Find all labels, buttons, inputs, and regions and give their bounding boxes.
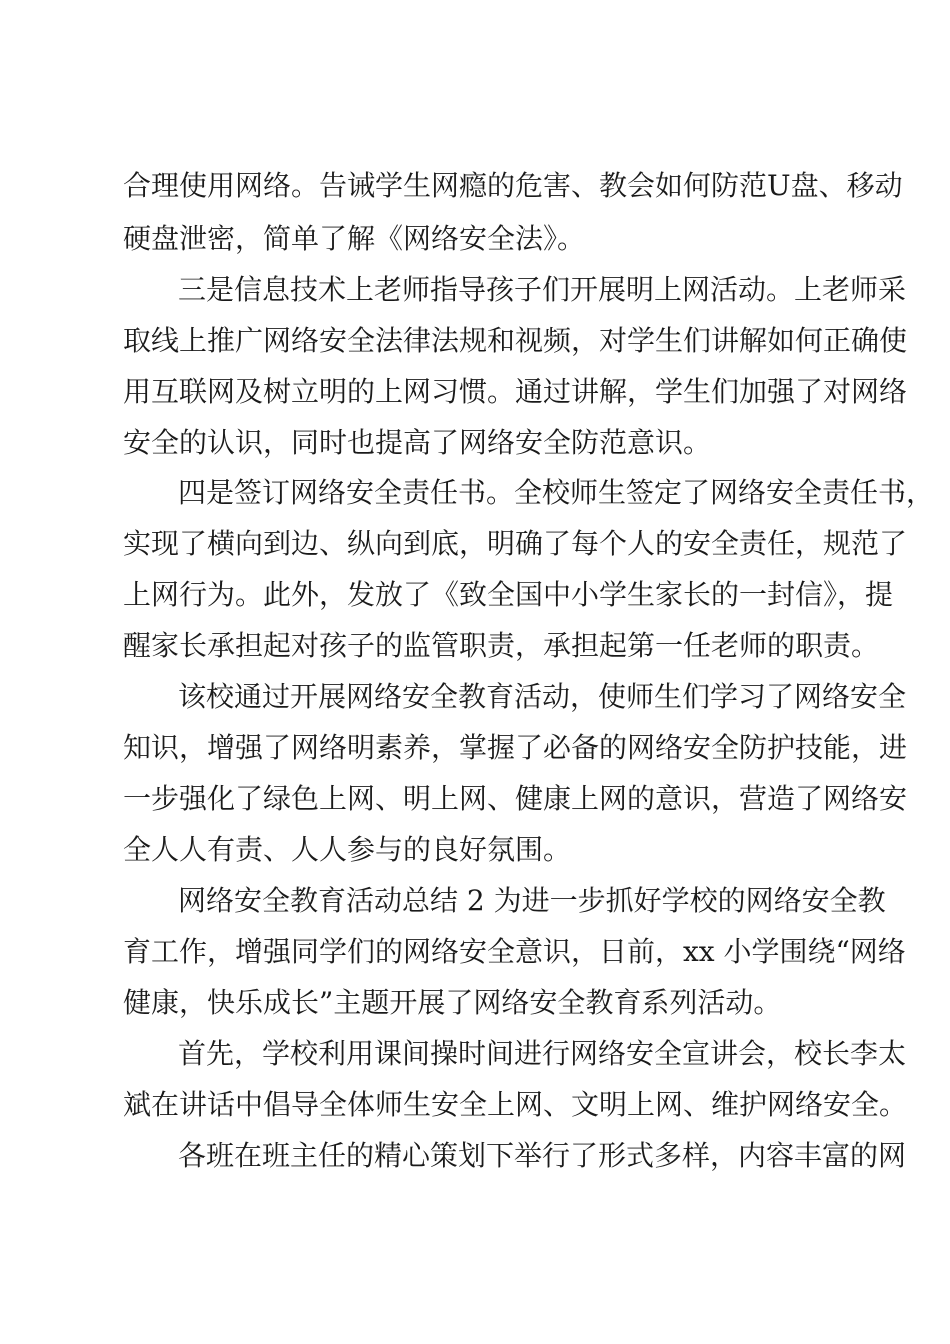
text-line: 上网行为。此外，发放了《致全国中小学生家长的一封信》，提	[123, 578, 894, 611]
text-line: 硬盘泄密，简单了解《网络安全法》。	[123, 222, 586, 255]
text-line: 安全的认识，同时也提高了网络安全防范意识。	[123, 426, 712, 459]
text-line: 育工作，增强同学们的网络安全意识，日前，xx 小学围绕“网络	[123, 935, 906, 968]
text-line: 取线上推广网络安全法律法规和视频，对学生们讲解如何正确使	[123, 324, 908, 357]
text-line: 全人人有责、人人参与的良好氛围。	[123, 833, 572, 866]
text-line: 实现了横向到边、纵向到底，明确了每个人的安全责任，规范了	[123, 527, 908, 560]
text-line: 合理使用网络。告诫学生网瘾的危害、教会如何防范U盘、移动	[123, 169, 903, 202]
text-line: 一步强化了绿色上网、明上网、健康上网的意识，营造了网络安	[123, 782, 908, 815]
text-line: 四是签订网络安全责任书。全校师生签定了网络安全责任书，	[178, 476, 935, 509]
text-line: 知识，增强了网络明素养，掌握了必备的网络安全防护技能，进	[123, 731, 908, 764]
text-line: 醒家长承担起对孩子的监管职责，承担起第一任老师的职责。	[123, 629, 880, 662]
text-line: 该校通过开展网络安全教育活动，使师生们学习了网络安全	[178, 680, 907, 713]
text-line: 首先，学校利用课间操时间进行网络安全宣讲会，校长李太	[178, 1037, 907, 1070]
text-line: 健康，快乐成长”主题开展了网络安全教育系列活动。	[123, 986, 782, 1019]
text-line: 三是信息技术上老师指导孩子们开展明上网活动。上老师采	[178, 273, 907, 306]
text-line: 各班在班主任的精心策划下举行了形式多样，内容丰富的网	[178, 1139, 907, 1172]
text-line: 斌在讲话中倡导全体师生安全上网、文明上网、维护网络安全。	[123, 1088, 908, 1121]
text-line: 用互联网及树立明的上网习惯。通过讲解，学生们加强了对网络	[123, 375, 908, 408]
text-line: 网络安全教育活动总结 2 为进一步抓好学校的网络安全教	[178, 884, 886, 917]
